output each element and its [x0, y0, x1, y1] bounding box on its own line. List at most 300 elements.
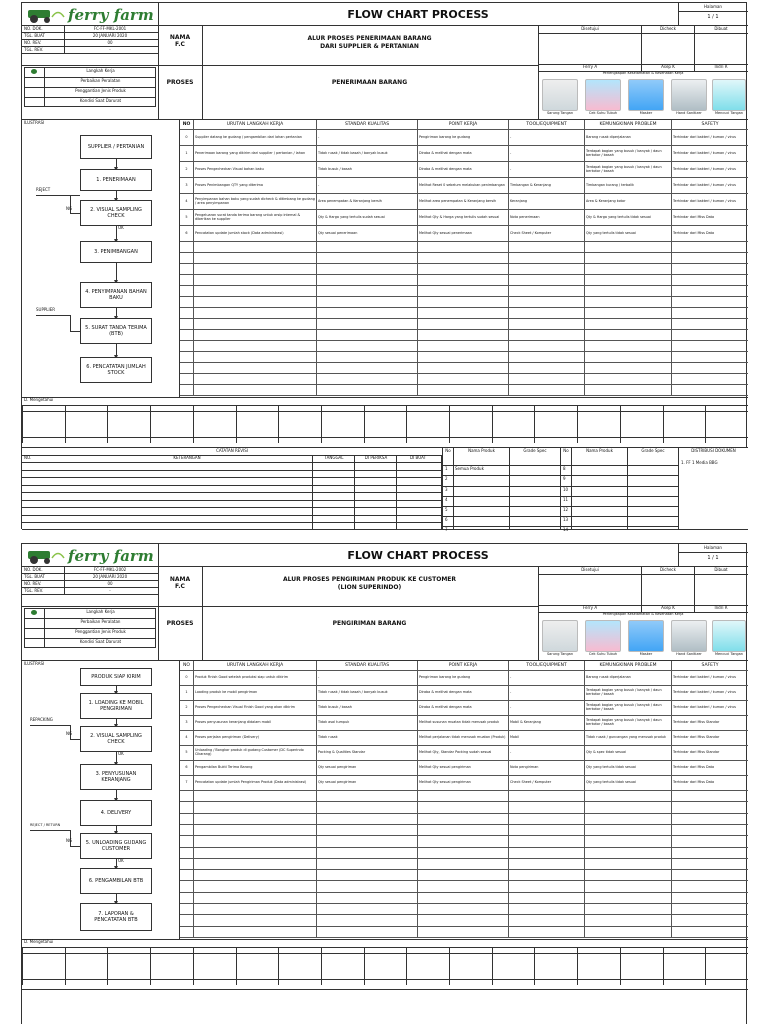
table-header: [180, 661, 748, 671]
table-cell-urutan: [194, 330, 317, 340]
table-cell-problem: [585, 859, 672, 869]
table-cell-point: Melihat Qty & Harga yang tertulis sudah sesuai: [418, 210, 509, 225]
approval-header: Dibuat: [714, 26, 728, 31]
table-cell-problem: [585, 253, 672, 263]
nama-value: ALUR PROSES PENERIMAAN BARANG DARI SUPPLIER & PERTANIAN: [307, 35, 432, 50]
table-cell-urutan: [194, 253, 317, 263]
table-cell-urutan: [194, 275, 317, 285]
table-cell-urutan: [194, 814, 317, 824]
table-cell-urutan: [194, 904, 317, 914]
table-cell-problem: Terdapat bagian yang busuk / banyak / daun berkotor / basah: [585, 716, 672, 730]
table-cell-standar: [317, 836, 418, 846]
table-cell-standar: [317, 385, 418, 395]
table-cell-urutan: [194, 264, 317, 274]
table-cell-tool: [509, 848, 585, 858]
table-cell-no: [180, 904, 194, 914]
table-cell-standar: [317, 363, 418, 373]
table-cell-problem: [585, 802, 672, 812]
table-cell-standar: [317, 893, 418, 903]
ilustrasi-label: ILUSTRASI: [24, 120, 45, 125]
mengetahui-label: D. Mengetahui: [24, 939, 54, 944]
table-row: [180, 363, 748, 374]
table-cell-problem: Terdapat bagian yang busuk / banyak / daun berkotor / basah: [585, 686, 672, 700]
table-cell-safety: [672, 363, 748, 373]
table-cell-standar: Tidak busuk / basah: [317, 701, 418, 715]
approval-name: Indri R: [714, 605, 728, 610]
table-cell-safety: [672, 330, 748, 340]
table-cell-urutan: Proses penyusunan keranjang didalam mobil: [194, 716, 317, 730]
col-header: SAFETY: [701, 662, 719, 668]
product-row: [442, 506, 678, 507]
nama-label: NAMA F.C: [169, 34, 191, 48]
flow-step: 4. PENYIMPANAN BAHAN BAKU: [80, 282, 152, 308]
signature-grid-line: [22, 953, 748, 954]
table-cell-no: 7: [180, 776, 194, 790]
thermometer-icon: [585, 620, 621, 652]
table-cell-point: [418, 927, 509, 937]
table-cell-tool: [509, 791, 585, 801]
flow-label-repacking: REPACKING: [30, 717, 53, 722]
table-cell-standar: [317, 308, 418, 318]
table-cell-safety: Terhindar dari bakteri / kuman / virus: [673, 705, 736, 710]
table-cell-urutan: [194, 319, 317, 329]
table-cell-problem: Qty yang tertulis tidak sesuai: [585, 226, 672, 241]
table-cell-point: Melihat Reset 0 sebelum melakukan penimbangan: [418, 178, 509, 193]
table-cell-urutan: Proses Pengecheckan Visual bahan baku: [194, 162, 317, 177]
table-cell-point: [418, 264, 509, 274]
table-cell-no: 1: [180, 146, 194, 161]
table-row: [180, 194, 748, 210]
approval-name: Ferry A: [582, 605, 598, 610]
legend-item: Langkah Kerja: [86, 68, 115, 73]
table-cell-tool: Mobil: [509, 731, 585, 745]
table-cell-point: [418, 893, 509, 903]
revision-row: [22, 515, 442, 516]
revision-row: [22, 477, 442, 478]
table-cell-problem: [585, 352, 672, 362]
approval-name: Ferry A: [582, 64, 598, 69]
table-cell-urutan: [194, 385, 317, 395]
table-cell-standar: Tidak rusak / tidak basah / banyak busuk: [317, 686, 418, 700]
prod-col: No: [563, 448, 569, 453]
table-cell-tool: -: [509, 146, 585, 161]
col-header: NO: [180, 661, 194, 670]
table-cell-point: Melihat Qty sesuai penerimaan: [418, 226, 509, 241]
table-cell-point: [418, 374, 509, 384]
table-row: [180, 731, 748, 746]
table-row: [180, 130, 748, 146]
table-row: [180, 915, 748, 926]
table-cell-point: [418, 286, 509, 296]
table-cell-point: Diraba & melihat dengan mata: [418, 162, 509, 177]
doc-info-label: NO. REV.: [24, 40, 42, 45]
table-row: [180, 870, 748, 881]
table-cell-no: 0: [180, 130, 194, 145]
document-title: FLOW CHART PROCESS: [347, 8, 489, 21]
company-logo: [24, 545, 156, 566]
table-cell-urutan: [194, 242, 317, 252]
table-cell-safety: [672, 904, 748, 914]
table-cell-urutan: [194, 859, 317, 869]
table-cell-no: [180, 881, 194, 891]
signature-grid-line: [22, 411, 748, 412]
flow-label-ng: NG: [66, 731, 73, 736]
flow-chart-sheet-1: [21, 2, 747, 533]
table-cell-problem: [585, 915, 672, 925]
rev-col: DI BUAT: [409, 455, 427, 460]
table-row: [180, 319, 748, 330]
doc-info-label: TGL. BUAT: [24, 33, 45, 38]
table-cell-tool: [509, 374, 585, 384]
mengetahui-label: D. Mengetahui: [24, 397, 54, 402]
table-row: [180, 146, 748, 162]
ilustrasi-label: ILUSTRASI: [24, 661, 45, 666]
table-cell-problem: [585, 385, 672, 395]
flow-label-reject-return: REJECT / RETURN: [30, 823, 61, 827]
table-row: [180, 671, 748, 686]
table-cell-standar: [317, 242, 418, 252]
table-cell-safety: [672, 825, 748, 835]
table-cell-safety: Terhindar dari bakteri / kuman / virus: [673, 198, 736, 203]
hand-washing-icon: [712, 79, 746, 111]
table-row: [180, 701, 748, 716]
table-cell-problem: [585, 242, 672, 252]
table-row: [180, 716, 748, 731]
table-cell-tool: -: [509, 746, 585, 760]
mask-icon: [628, 79, 664, 111]
col-header: STANDAR KUALITAS: [317, 661, 418, 670]
table-cell-standar: [317, 352, 418, 362]
product-no: 1: [445, 466, 448, 472]
table-cell-problem: [585, 363, 672, 373]
table-cell-urutan: Unloading / Bongkar produk di gudang Customer (DC Superindo Cikarang): [194, 746, 317, 760]
col-header: KEMUNGKINAN PROBLEM: [585, 661, 672, 670]
table-cell-safety: [672, 859, 748, 869]
hand-sanitizer-icon: [671, 79, 707, 111]
table-cell-no: [180, 927, 194, 937]
halaman-value: 1 / 1: [707, 555, 719, 561]
table-cell-standar: [317, 927, 418, 937]
revision-row: [22, 462, 442, 463]
table-cell-no: [180, 848, 194, 858]
table-cell-point: [418, 836, 509, 846]
table-cell-urutan: Penerimaan barang yang dikirim dari supplier / pertanian / lahan: [194, 146, 317, 161]
product-name: Semua Produk: [455, 466, 484, 472]
table-cell-safety: Terhindar dari Miss Data: [673, 780, 715, 785]
table-cell-point: [418, 341, 509, 351]
table-cell-urutan: [194, 297, 317, 307]
approval-header: Dicheck: [660, 567, 676, 572]
table-cell-problem: Qty yang tertulis tidak sesuai: [585, 761, 672, 775]
table-cell-urutan: [194, 870, 317, 880]
table-cell-problem: [585, 341, 672, 351]
table-cell-tool: [509, 286, 585, 296]
flow-step: 7. LAPORAN & PENCATATAN BTB: [80, 903, 152, 931]
table-cell-standar: -: [317, 178, 418, 193]
revision-row: [22, 485, 442, 486]
approval-header: Dicheck: [660, 26, 676, 31]
table-cell-standar: Qty sesuai pengiriman: [317, 776, 418, 790]
table-cell-tool: [509, 264, 585, 274]
table-cell-safety: Terhindar dari bakteri / kuman / virus: [673, 182, 736, 187]
k3-item: Cek Suhu Tubuh: [588, 652, 618, 656]
document-title: FLOW CHART PROCESS: [347, 549, 489, 562]
table-cell-no: 2: [180, 162, 194, 177]
k3-item: Hand Sanitizer: [676, 111, 702, 115]
table-cell-safety: Terhindar dari Miss Data: [673, 214, 715, 219]
table-cell-standar: Tidak asal tumpuk: [317, 716, 418, 730]
table-cell-no: [180, 870, 194, 880]
table-cell-tool: [509, 915, 585, 925]
table-cell-urutan: Pencatatan update jumlah stock (Data administrasi): [194, 226, 317, 241]
table-cell-standar: [317, 341, 418, 351]
gloves-icon: [542, 79, 578, 111]
col-header: URUTAN LANGKAH KERJA: [194, 120, 317, 129]
signature-grid-line: [22, 437, 748, 438]
table-cell-standar: [317, 319, 418, 329]
table-cell-safety: Terhindar dari Miss Standar: [673, 735, 720, 740]
table-cell-standar: [317, 802, 418, 812]
table-cell-point: [418, 791, 509, 801]
doc-info-label: TGL. BUAT: [24, 574, 45, 579]
rev-col: DI PERIKSA: [364, 455, 388, 460]
table-cell-point: [418, 870, 509, 880]
table-cell-no: [180, 286, 194, 296]
table-cell-problem: [585, 870, 672, 880]
table-row: [180, 385, 748, 396]
table-cell-problem: Tidak rusak / guncangan yang merusak produk: [585, 731, 672, 745]
table-cell-urutan: [194, 374, 317, 384]
table-cell-safety: [672, 319, 748, 329]
table-cell-point: [418, 352, 509, 362]
table-cell-no: 0: [180, 671, 194, 685]
table-cell-tool: [509, 802, 585, 812]
flow-step: 4. DELIVERY: [80, 800, 152, 826]
table-cell-safety: [672, 385, 748, 395]
table-row: [180, 686, 748, 701]
product-row: [442, 475, 678, 476]
flow-step: 5. UNLOADING GUDANG CUSTOMER: [80, 833, 152, 859]
table-cell-point: Melihat susunan muatan tidak merusak produk: [418, 716, 509, 730]
logo-text: ferry farm: [68, 547, 154, 565]
table-cell-no: [180, 859, 194, 869]
legend-item: Perbaikan Peralatan: [80, 619, 121, 624]
table-cell-standar: [317, 330, 418, 340]
table-cell-no: 1: [180, 686, 194, 700]
table-cell-no: [180, 385, 194, 395]
gloves-icon: [542, 620, 578, 652]
table-cell-no: [180, 791, 194, 801]
hand-sanitizer-icon: [671, 620, 707, 652]
table-cell-point: Melihat Qty sesuai pengiriman: [418, 776, 509, 790]
product-no: 6: [445, 517, 448, 523]
table-cell-safety: [672, 791, 748, 801]
table-row: [180, 286, 748, 297]
table-cell-urutan: Loading produk ke mobil pengiriman: [194, 686, 317, 700]
k3-item: Sarung Tangan: [546, 652, 574, 656]
table-cell-standar: [317, 904, 418, 914]
table-cell-urutan: [194, 286, 317, 296]
table-cell-no: [180, 374, 194, 384]
table-row: [180, 761, 748, 776]
table-cell-urutan: [194, 341, 317, 351]
proses-label: PROSES: [166, 620, 194, 627]
table-cell-tool: -: [509, 130, 585, 145]
table-cell-standar: Tidak rusak / tidak basah / banyak busuk: [317, 146, 418, 161]
table-cell-point: [418, 825, 509, 835]
flow-step: 1. LOADING KE MOBIL PENGIRIMAN: [80, 693, 152, 719]
table-cell-problem: [585, 319, 672, 329]
flow-label-ok: OK: [118, 858, 124, 863]
green-dot-icon: [31, 69, 37, 74]
revision-row: [22, 522, 442, 523]
table-cell-tool: [509, 308, 585, 318]
rev-col: KETERANGAN: [173, 455, 201, 460]
table-cell-no: [180, 319, 194, 329]
table-cell-tool: [509, 893, 585, 903]
table-cell-safety: [672, 352, 748, 362]
table-cell-urutan: [194, 802, 317, 812]
table-cell-safety: Terhindar dari Miss Data: [673, 765, 715, 770]
table-row: [180, 814, 748, 825]
table-cell-problem: [585, 374, 672, 384]
table-cell-tool: [509, 330, 585, 340]
table-cell-safety: Terhindar dari Miss Data: [673, 230, 715, 235]
doc-info-value: 00: [107, 581, 113, 586]
table-header: [180, 120, 748, 130]
flow-step: SUPPLIER / PERTANIAN: [80, 135, 152, 159]
flow-label-reject: REJECT: [36, 187, 51, 192]
table-row: [180, 330, 748, 341]
table-cell-point: [418, 881, 509, 891]
flow-label-side: SUPPLIER: [36, 307, 56, 312]
table-cell-point: Melihat Qty, Standar Packing sudah sesuai: [418, 746, 509, 760]
table-cell-safety: Terhindar dari Miss Standar: [673, 720, 720, 725]
table-cell-standar: [317, 791, 418, 801]
table-cell-point: [418, 363, 509, 373]
table-cell-safety: [672, 264, 748, 274]
approval-header: Disetujui: [581, 26, 599, 31]
table-cell-urutan: Supplier datang ke gudang / pengambilan dari lahan pertanian: [194, 130, 317, 145]
table-cell-urutan: [194, 308, 317, 318]
flow-chart-sheet-2: [21, 543, 747, 1024]
table-row: [180, 836, 748, 847]
doc-info-value: -: [109, 588, 111, 593]
table-cell-urutan: Pengeluaran surat tanda terima barang untuk arsip internal & diberikan ke supplier: [194, 210, 317, 225]
halaman-label: Halaman: [704, 4, 722, 9]
revision-row: [22, 500, 442, 501]
table-cell-safety: [672, 297, 748, 307]
table-cell-urutan: [194, 352, 317, 362]
green-dot-icon: [31, 610, 37, 615]
table-cell-tool: [509, 881, 585, 891]
table-cell-problem: Barang rusak diperjalanan: [585, 671, 672, 685]
table-cell-tool: [509, 385, 585, 395]
product-no: 3: [445, 486, 448, 492]
table-row: [180, 848, 748, 859]
table-row: [180, 210, 748, 226]
table-cell-tool: [509, 859, 585, 869]
table-cell-point: [418, 814, 509, 824]
flow-step: 2. VISUAL SAMPLING CHECK: [80, 726, 152, 752]
table-cell-urutan: [194, 825, 317, 835]
col-header: POINT KERJA: [418, 120, 509, 129]
table-cell-standar: -: [317, 671, 418, 685]
k3-title: Perlengkapan Keselamatan & Kesehatan Kerja: [602, 71, 684, 75]
table-cell-problem: Timbangan kurang / terbalik: [585, 178, 672, 193]
table-cell-tool: Timbangan & Keranjang: [509, 178, 585, 193]
doc-info-value: 20 JANUARI 2020: [92, 574, 128, 579]
table-cell-standar: [317, 848, 418, 858]
flow-label-ok: OK: [118, 225, 124, 230]
k3-item: Cek Suhu Tubuh: [588, 111, 618, 115]
table-cell-safety: Terhindar dari bakteri / kuman / virus: [673, 166, 736, 171]
mask-icon: [628, 620, 664, 652]
table-cell-problem: Qty & Harga yang tertulis tidak sesuai: [585, 210, 672, 225]
table-cell-urutan: [194, 836, 317, 846]
proses-label: PROSES: [166, 79, 194, 86]
halaman-value: 1 / 1: [707, 14, 719, 20]
product-row: [442, 496, 678, 497]
table-cell-standar: [317, 825, 418, 835]
table-cell-no: 3: [180, 716, 194, 730]
table-cell-point: [418, 253, 509, 263]
table-cell-standar: [317, 870, 418, 880]
table-cell-no: 6: [180, 761, 194, 775]
table-row: [180, 253, 748, 264]
company-logo: [24, 4, 156, 25]
table-cell-no: [180, 297, 194, 307]
table-cell-safety: Terhindar dari bakteri / kuman / virus: [673, 690, 736, 695]
table-row: [180, 341, 748, 352]
table-cell-no: 4: [180, 194, 194, 209]
table-cell-tool: Nota pengiriman: [509, 761, 585, 775]
table-row: [180, 893, 748, 904]
table-cell-safety: [672, 242, 748, 252]
doc-info-label: NO. DOK.: [24, 26, 43, 31]
table-cell-point: Diraba & melihat dengan mata: [418, 701, 509, 715]
table-cell-tool: Check Sheet / Komputer: [509, 776, 585, 790]
table-cell-tool: Check Sheet / Komputer: [509, 226, 585, 241]
table-cell-safety: [672, 275, 748, 285]
table-row: [180, 264, 748, 275]
table-cell-urutan: [194, 848, 317, 858]
revision-row: [22, 492, 442, 493]
logo-text: ferry farm: [68, 6, 154, 24]
flow-step: 5. SURAT TANDA TERIMA (BTB): [80, 318, 152, 344]
flow-step: PRODUK SIAP KIRIM: [80, 668, 152, 686]
nama-value: ALUR PROSES PENGIRIMAN PRODUK KE CUSTOMER (LION SUPERINDO): [282, 576, 457, 591]
product-no: 13: [563, 517, 569, 523]
table-cell-point: [418, 385, 509, 395]
distribusi-label: DISTRIBUSI DOKUMEN: [691, 448, 736, 453]
table-cell-no: 5: [180, 210, 194, 225]
table-row: [180, 297, 748, 308]
table-cell-standar: [317, 881, 418, 891]
table-cell-tool: [509, 297, 585, 307]
table-cell-no: [180, 253, 194, 263]
table-cell-standar: [317, 915, 418, 925]
table-cell-no: [180, 363, 194, 373]
table-row: [180, 927, 748, 938]
table-row: [180, 226, 748, 242]
approval-header: Dibuat: [714, 567, 728, 572]
distribusi-value: 1. FF 1 Media BBG: [681, 460, 718, 465]
table-cell-standar: [317, 286, 418, 296]
table-cell-no: [180, 330, 194, 340]
table-cell-standar: Packing & Qualities Standar: [317, 746, 418, 760]
table-cell-standar: Qty sesuai penerimaan: [317, 226, 418, 241]
